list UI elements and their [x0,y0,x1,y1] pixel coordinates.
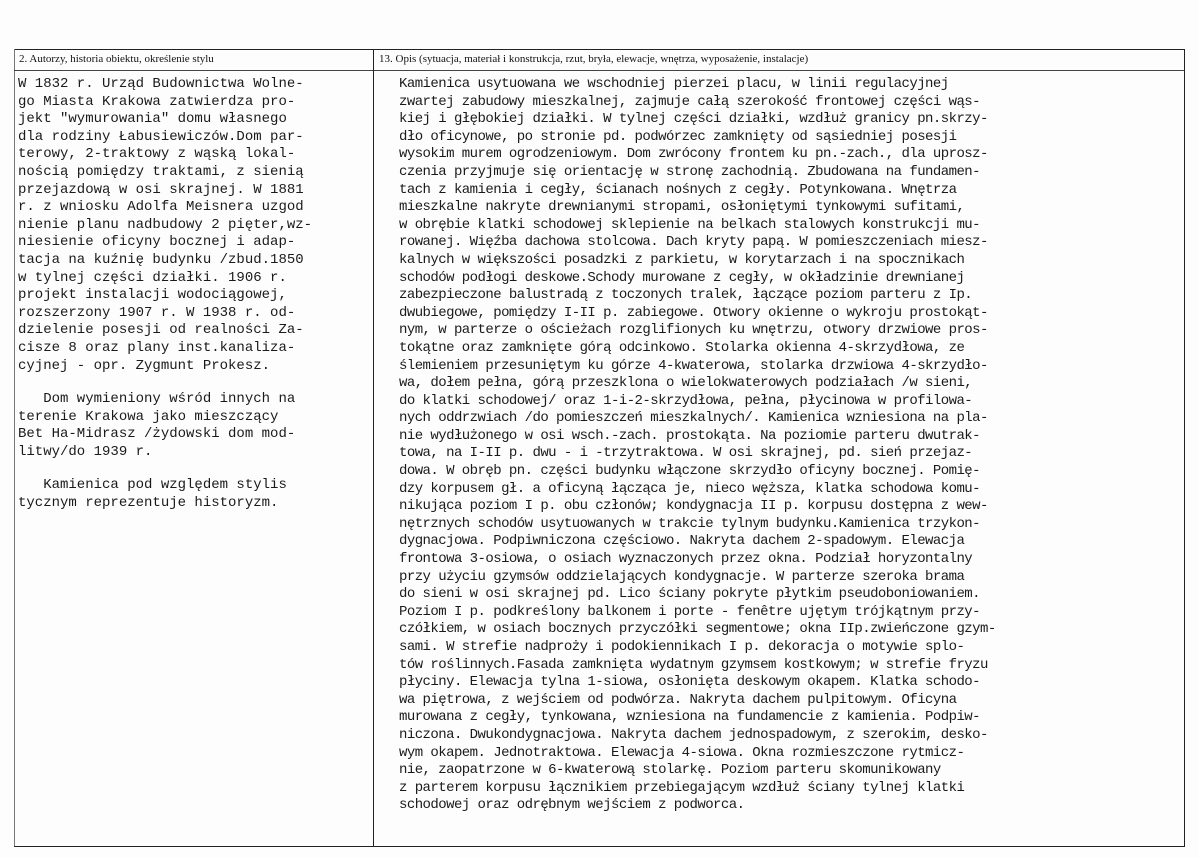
text-line: Kamienica usytuowana we wschodniej pierzei placu, w linii regulacyjnej [399,76,949,92]
text-line: rozszerzony 1907 r. W 1938 r. od- [18,304,296,321]
text-line: murowana z cegły, tynkowana, wzniesiona na fundamencie z kamienia. Podpiw- [399,709,981,726]
text-line: kiej i głębokiej działki. W tylnej części działki, wzdłuż granicy pn.skrzy- [399,111,988,128]
right-header-rule [374,70,1184,71]
text-line: nienie planu nadbudowy 2 pięter,wz- [18,216,313,233]
text-line: zabezpieczone balustradą z toczonych tralek, łączące poziom parteru z Ip. [399,287,973,304]
text-line: do sieni w osi skrajnej pd. Lico ściany pokryte płytkim pseudoboniowaniem. [399,586,981,603]
text-line: Poziom I p. podkreślony balkonem i porte - fenêtre ujętym trójkątnym przy- [399,603,981,620]
text-line: tacja na kuźnię budynku /zbud.1850 [18,251,304,268]
text-line: terenie Krakowa jako mieszczący [18,408,279,425]
text-line: litwy/do 1939 r. [18,443,153,460]
left-column-text [18,76,370,513]
text-line: dla rodziny Łabusiewiczów.Dom par- [18,128,304,145]
left-column-header: 2. Autorzy, historia obiektu, określenie stylu [19,53,214,65]
text-line: ślemieniem przesuniętym ku górze 4-kwaterowa, stolarka drzwiowa 4-skrzydło- [399,357,988,374]
text-line: nie wydłużonego w osi wsch.-zach. prostokąta. Na poziomie parteru dwutrak- [399,427,981,444]
text-line: schodów podłogi deskowe.Schody murowane z cegły, w okładzinie drewnianej [399,269,965,286]
text-line: frontowa 3-osiowa, o osiach wyznaczonych przez okna. Podział horyzontalny [399,551,973,568]
column-divider [373,49,374,846]
text-line: kalnych w większości posadzki z parkietu, w korytarzach i na spocznikach [399,251,965,268]
text-line: mieszkalne nakryte drewnianymi stropami, osłoniętymi tynkowymi sufitami, [399,199,965,216]
text-line: dło oficynowe, po stronie pd. podwórzec zamknięty od sąsiedniej posesji [399,128,957,145]
text-line: dzielenie posesji od realności Za- [18,322,304,339]
text-line: projekt instalacji wodociągowej, [18,287,287,304]
text-line: nych oddrzwiach /do pomieszczeń mieszkalnych/. Kamienica wzniesiona na pla- [399,410,988,427]
text-line: w obrębie klatki schodowej sklepienie na belkach stalowych konstrukcji mu- [399,216,981,233]
text-line: W 1832 r. Urząd Budownictwa Wolne- [18,76,304,92]
text-line: nikująca poziom I p. obu członów; kondygnacja II p. korpusu dostępna z wew- [399,498,988,515]
text-line: rowanej. Więźba dachowa stolcowa. Dach kryty papą. W pomieszczeniach miesz- [399,234,988,251]
text-line: tach z kamienia i cegły, ścianach nośnych z cegły. Potynkowana. Wnętrza [399,181,957,198]
paragraph-gap [18,461,370,477]
text-line: wym okapem. Jednotraktowa. Elewacja 4-siowa. Okna rozmieszczone rytmicz- [399,744,965,761]
text-line: wa piętrowa, z wejściem od podwórza. Nakryta dachem pulpitowym. Oficyna [399,691,957,708]
text-line: tokątne oraz zamknięte górą odcinkowo. Stolarka okienna 4-skrzydłowa, ze [399,339,965,356]
text-line: Bet Ha-Midrasz /żydowski dom mod- [18,426,296,443]
text-line: schodowej oraz odrębnym wejściem z podworca. [399,797,745,814]
text-line: tycznym reprezentuje historyzm. [18,495,279,512]
text-line: terowy, 2-traktowy z wąską lokal- [18,146,296,163]
text-line: przy użyciu gzymsów oddzielających kondygnacje. W parterze szeroka brama [399,568,965,585]
text-line: nością pomiędzy traktami, z sienią [18,163,304,180]
text-line: do klatki schodowej/ oraz 1-i-2-skrzydłowa, pełna, płycinowa w profilowa- [399,392,973,409]
text-line: towa, na I-II p. dwu - i -trzytraktowa. W osi skrajnej, pd. sień przejaz- [399,445,973,462]
text-line: z parterem korpusu łącznikiem przebiegającym wzdłuż ściany tylnej klatki [399,779,965,796]
text-line: Dom wymieniony wśród innych na [18,391,296,408]
text-line: cisze 8 oraz plany inst.kanaliza- [18,339,296,356]
text-line: dygnacjowa. Podpiwniczona częściowo. Nakryta dachem 2-spadowym. Elewacja [399,533,965,550]
text-line: płyciny. Elewacja tylna 1-siowa, osłonięta deskowym okapem. Klatka schodo- [399,674,981,691]
frame-top-border [14,49,1185,50]
text-line: niczona. Dwukondygnacjowa. Nakryta dachem jednospadowym, z szerokim, desko- [399,726,988,743]
text-line: wa, dołem pełna, górą przeszklona o wielokwaterowych podziałach /w sieni, [399,375,973,392]
text-line: tów roślinnych.Fasada zamknięta wydatnym gzymsem kostkowym; w strefie fryzu [399,656,988,673]
frame-bottom-border [14,846,1185,847]
text-line: r. z wniosku Adolfa Meisnera uzgod [18,199,304,216]
text-line: nętrznych schodów usytuowanych w trakcie tylnym budynku.Kamienica trzykon- [399,515,981,532]
text-line: cyjnej - opr. Zygmunt Prokesz. [18,357,271,374]
text-line: dowa. W obręb pn. części budynku włączone skrzydło oficyny bocznej. Pomię- [399,463,981,480]
text-line: niesienie oficyny bocznej i adap- [18,234,296,251]
text-line: czenia przyjmuje się orientację w stronę zachodnią. Zbudowana na fundamen- [399,163,981,180]
right-column-header: 13. Opis (sytuacja, materiał i konstrukcja, rzut, bryła, elewacje, wnętrza, wyposażenie, instalacje) [379,53,809,65]
text-line: nie, zaopatrzone w 6-kwaterową stolarkę. Poziom parteru skomunikowany [399,762,941,779]
text-line: dwubiegowe, pomiędzy I-II p. zabiegowe. Otwory okienne o wykroju prostokąt- [399,304,988,321]
right-column-text [399,76,1184,815]
text-line: w tylnej części działki. 1906 r. [18,269,287,286]
frame-left-border [14,49,15,846]
text-line: dzy korpusem gł. a oficyną łącząca je, nieco węższa, klatka schodowa komu- [399,480,981,497]
text-line: przejazdową w osi skrajnej. W 1881 [18,181,304,198]
frame-right-border [1184,49,1185,846]
text-line: czółkiem, w osiach bocznych przyczółki segmentowe; okna IIp.zwieńczone gzym- [399,621,996,638]
text-line: Kamienica pod względem stylis [18,477,287,494]
paragraph-gap [18,375,370,391]
text-line: zwartej zabudowy mieszkalnej, zajmuje całą szerokość frontowej części wąs- [399,93,981,110]
text-line: nym, w parterze o ościeżach rozglifionych ku wnętrzu, otwory drzwiowe pros- [399,322,988,339]
text-line: wysokim murem ogrodzeniowym. Dom zwrócony frontem ku pn.-zach., dla uprosz- [399,146,988,163]
text-line: go Miasta Krakowa zatwierdza pro- [18,93,296,110]
text-line: jekt "wymurowania" domu własnego [18,111,287,128]
text-line: sami. W strefie nadproży i podokiennikach I p. dekoracja o motywie splo- [399,639,965,655]
left-header-rule [14,70,373,71]
